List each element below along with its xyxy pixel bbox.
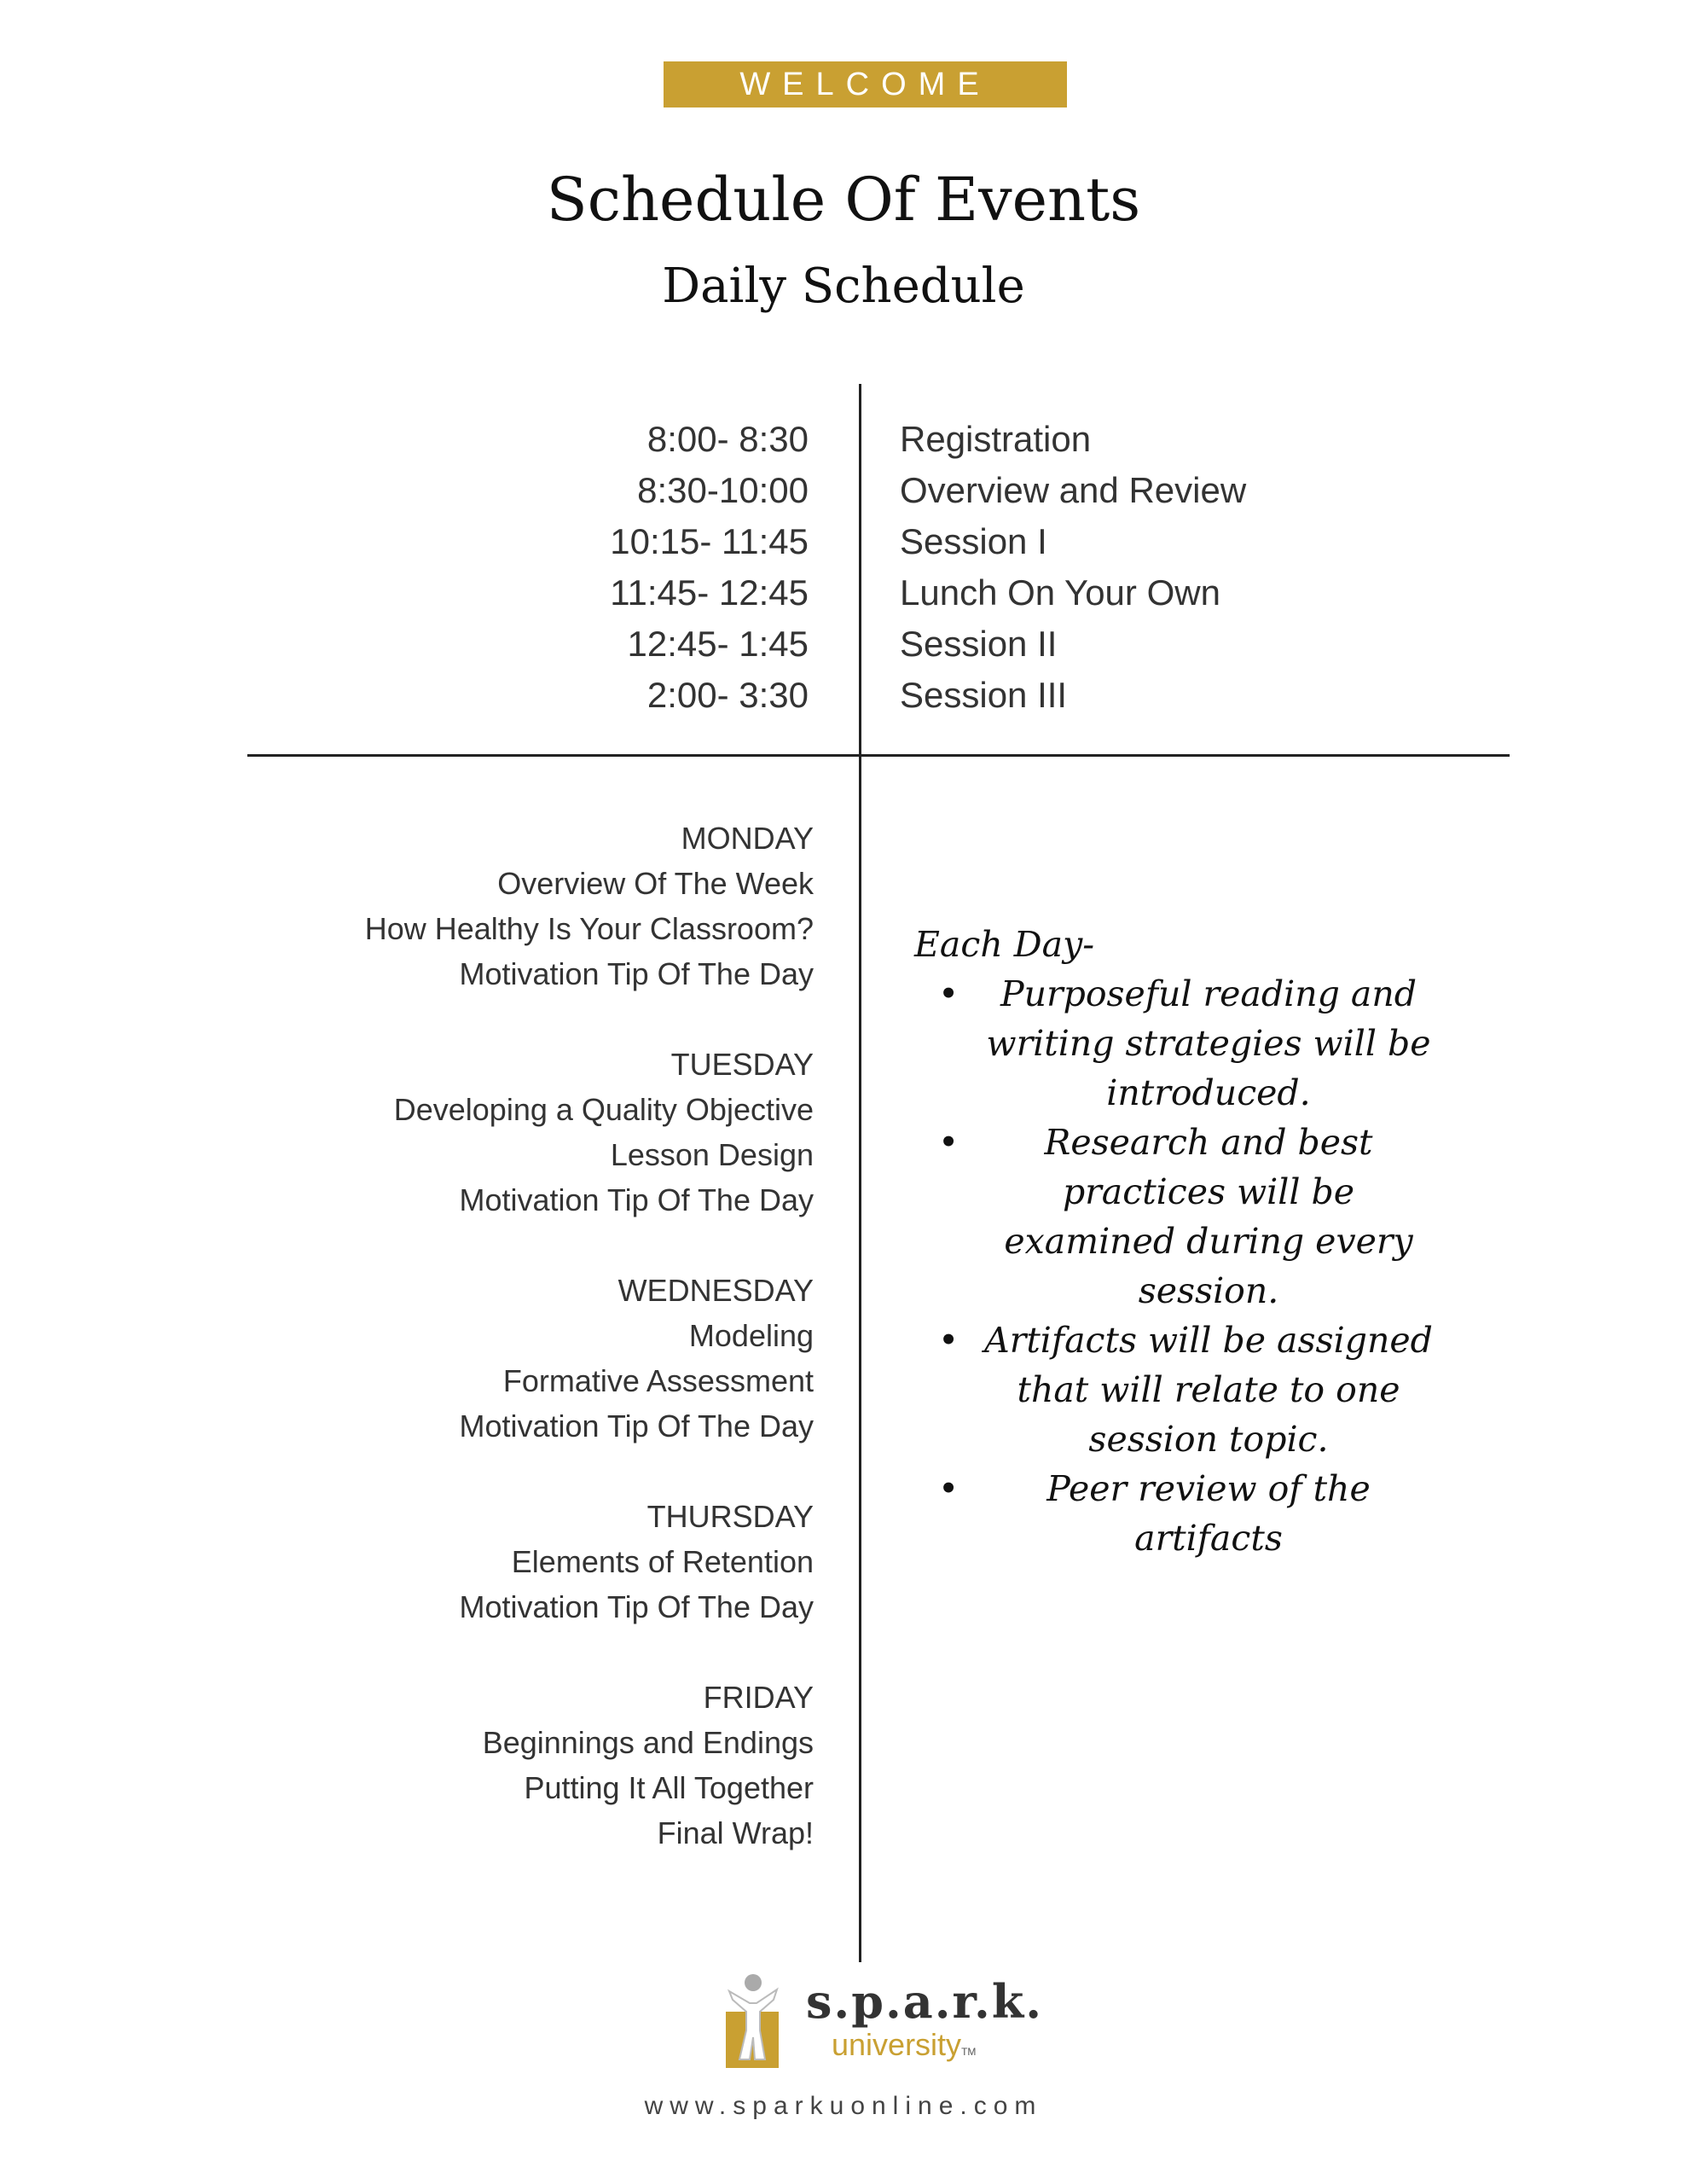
event-cell: Session II	[900, 624, 1058, 664]
spark-university-logo	[721, 1971, 1044, 2073]
bullet-icon: •	[938, 1122, 959, 1163]
day-item: Overview Of The Week	[497, 866, 814, 901]
schedule-events	[900, 414, 1246, 721]
bullet-icon: •	[938, 1468, 959, 1509]
day-name: THURSDAY	[646, 1499, 814, 1534]
time-cell: 10:15- 11:45	[610, 521, 809, 561]
day-block-friday	[365, 1675, 814, 1856]
logo-trademark: TM	[961, 2046, 977, 2058]
day-name: WEDNESDAY	[617, 1273, 814, 1308]
day-item: Elements of Retention	[511, 1544, 814, 1579]
day-block-monday	[365, 816, 814, 996]
logo-sub-text: university	[832, 2027, 962, 2062]
time-cell: 11:45- 12:45	[610, 572, 809, 613]
each-day-heading: Each Day-	[914, 924, 1095, 965]
event-cell: Session I	[900, 521, 1047, 561]
list-item	[914, 969, 1443, 1118]
day-item: Formative Assessment	[502, 1363, 814, 1398]
welcome-banner: WELCOME	[664, 61, 1067, 107]
time-cell: 12:45- 1:45	[627, 624, 809, 664]
event-cell: Registration	[900, 419, 1092, 459]
day-block-wednesday	[365, 1268, 814, 1449]
schedule-times	[610, 414, 809, 721]
each-day-section	[914, 920, 1443, 1563]
time-cell: 8:30-10:00	[637, 470, 809, 510]
time-cell: 2:00- 3:30	[646, 675, 809, 715]
logo-name: s.p.a.r.k.	[806, 1974, 1044, 2029]
day-item: Final Wrap!	[657, 1815, 814, 1850]
list-item	[914, 1316, 1443, 1464]
event-cell: Overview and Review	[900, 470, 1247, 510]
bullet-text: Peer review of the artifacts	[1046, 1468, 1371, 1559]
day-item: Motivation Tip Of The Day	[459, 1589, 814, 1624]
weekly-agenda	[365, 816, 814, 1901]
day-item: How Healthy Is Your Classroom?	[364, 911, 814, 946]
day-block-tuesday	[365, 1042, 814, 1223]
spark-figure-icon	[721, 1971, 806, 2073]
day-item: Developing a Quality Objective	[393, 1092, 814, 1127]
day-item: Motivation Tip Of The Day	[459, 1409, 814, 1443]
day-item: Putting It All Together	[524, 1770, 814, 1805]
page-subtitle: Daily Schedule	[662, 258, 1025, 314]
logo-subname	[832, 2027, 976, 2063]
website-url[interactable]: www.sparkuonline.com	[644, 2092, 1043, 2120]
day-item: Modeling	[688, 1318, 814, 1353]
page-title: Schedule Of Events	[546, 165, 1141, 235]
day-item: Motivation Tip Of The Day	[459, 1182, 814, 1217]
day-name: TUESDAY	[670, 1047, 814, 1082]
each-day-list	[914, 969, 1443, 1563]
horizontal-divider	[247, 754, 1510, 757]
bullet-icon: •	[938, 1320, 959, 1361]
vertical-divider	[859, 384, 861, 1962]
bullet-text: Purposeful reading and writing strategies will be introduced.	[986, 973, 1431, 1113]
event-cell: Session III	[900, 675, 1068, 715]
day-item: Lesson Design	[610, 1137, 814, 1172]
event-cell: Lunch On Your Own	[900, 572, 1220, 613]
bullet-text: Artifacts will be assigned that will relate to one session topic.	[984, 1320, 1433, 1460]
list-item	[914, 1118, 1443, 1316]
list-item	[914, 1464, 1443, 1563]
bullet-text: Research and best practices will be examined during every session.	[1004, 1122, 1413, 1311]
day-item: Motivation Tip Of The Day	[459, 956, 814, 991]
bullet-icon: •	[938, 973, 959, 1014]
day-item: Beginnings and Endings	[482, 1725, 814, 1760]
day-block-thursday	[365, 1494, 814, 1629]
time-cell: 8:00- 8:30	[646, 419, 809, 459]
day-name: FRIDAY	[703, 1680, 814, 1715]
day-name: MONDAY	[681, 821, 814, 856]
